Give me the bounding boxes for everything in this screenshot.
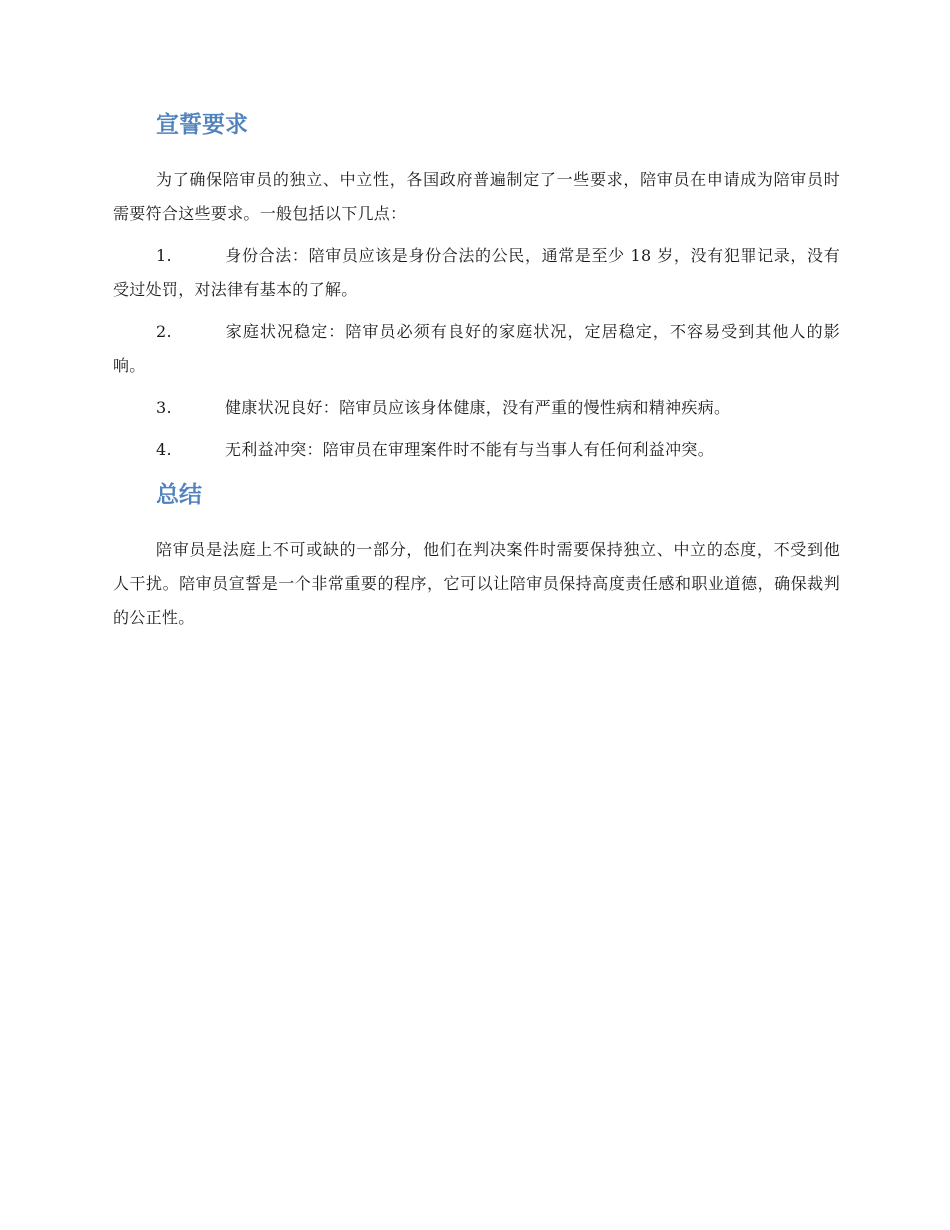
list-item bbox=[113, 433, 840, 467]
list-item bbox=[113, 391, 840, 425]
list-item bbox=[113, 239, 840, 307]
document-page bbox=[113, 105, 840, 635]
summary-paragraph: 陪审员是法庭上不可或缺的一部分，他们在判决案件时需要保持独立、中立的态度，不受到他人干扰。陪审员宣誓是一个非常重要的程序，它可以让陪审员保持高度责任感和职业道德，确保裁判的公正性。 bbox=[113, 540, 840, 627]
section-heading-summary: 总结 bbox=[156, 482, 202, 508]
list-number: 2. bbox=[156, 322, 172, 341]
requirements-list bbox=[113, 239, 840, 467]
list-number: 3. bbox=[156, 398, 172, 417]
section-heading-oath-requirements: 宣誓要求 bbox=[156, 112, 248, 138]
list-item bbox=[113, 315, 840, 383]
list-text: 健康状况良好：陪审员应该身体健康，没有严重的慢性病和精神疾病。 bbox=[225, 398, 731, 417]
list-number: 1. bbox=[156, 246, 172, 265]
intro-paragraph: 为了确保陪审员的独立、中立性，各国政府普遍制定了一些要求，陪审员在申请成为陪审员时需要符合这些要求。一般包括以下几点： bbox=[113, 170, 840, 223]
list-text: 家庭状况稳定：陪审员必须有良好的家庭状况，定居稳定，不容易受到其他人的影响。 bbox=[113, 322, 840, 375]
list-text: 身份合法：陪审员应该是身份合法的公民，通常是至少 18 岁，没有犯罪记录，没有受过处罚，对法律有基本的了解。 bbox=[113, 246, 840, 299]
list-text: 无利益冲突：陪审员在审理案件时不能有与当事人有任何利益冲突。 bbox=[225, 440, 715, 459]
list-number: 4. bbox=[156, 440, 172, 459]
